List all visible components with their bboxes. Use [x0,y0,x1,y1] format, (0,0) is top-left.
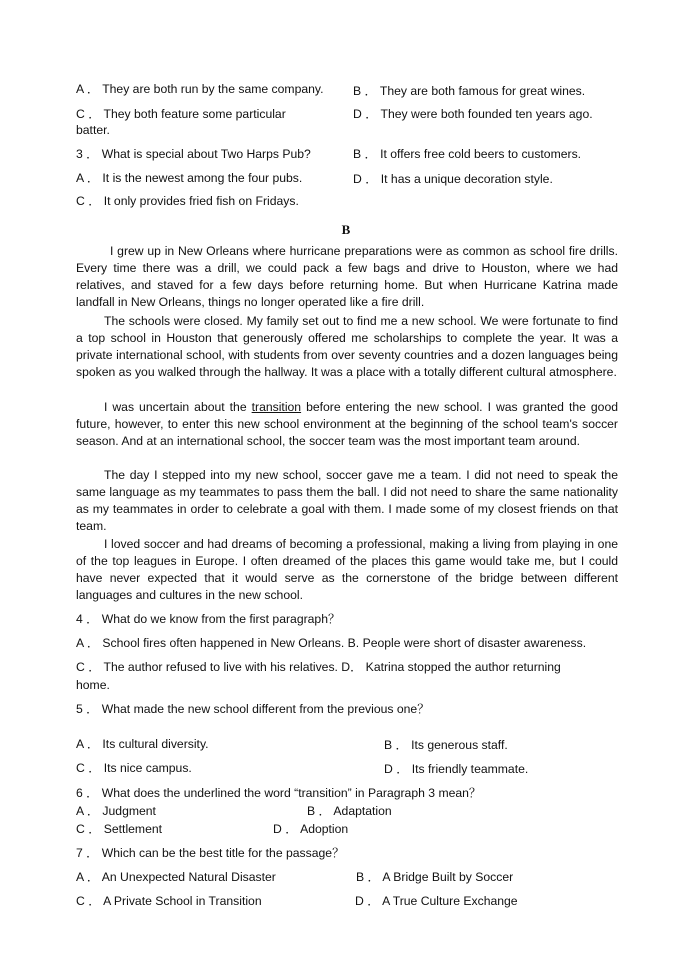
q2-option-c-continued: batter. [76,123,110,137]
q5-question: 5 ． What made the new school different from the previous one？ [76,702,430,716]
q5-option-c: C ． Its nice campus. [76,761,192,775]
paragraph-2-text: The schools were closed. My family set out to find me a new school. We were fortunate to find a top school in Houston that generously offered me scholarships to complete the year. It was a private international school, with students from over seventy countries and a dozen languages being spoken as you walked through the hallway. It was a place with a totally different cultural atmosphere. [76,314,618,380]
q3-option-a: A ． It is the newest among the four pubs. [76,171,303,185]
paragraph-5-text: I loved soccer and had dreams of becoming a professional, making a living from playing in one of the top leagues in Europe. I often dreamed of the places this game would take me, but I could have never expected that it would serve as the cornerstone of the bridge between different languages and cultures in the new school. [76,537,618,603]
passage-paragraph-1 [76,243,618,311]
q6-option-a: A ． Judgment [76,804,156,818]
q6-option-c: C ． Settlement [76,822,163,836]
q3-option-d: D ． It has a unique decoration style. [353,172,553,186]
q2-option-b: B ． They are both famous for great wines. [353,84,586,98]
q7-question: 7 ． Which can be the best title for the passage？ [76,846,345,860]
passage-paragraph-5 [76,536,618,604]
q3-option-b: B ． It offers free cold beers to customers. [353,147,582,161]
q2-option-a: A ． They are both run by the same company. [76,82,324,96]
paragraph-4-text: The day I stepped into my new school, soccer gave me a team. I did not need to speak the same language as my teammates to pass them the ball. I did not need to share the same nationality as my teammates in order to celebrate a goal with them. I made some of my closest friends on that team. [76,468,618,534]
q4-options-ab: A ． School fires often happened in New Orleans. B. People were short of disaster awareness. [76,636,587,650]
paragraph-3-text-after: before entering the new school. I was granted the good future, however, to enter this new school environment at the beginning of the school team's soccer season. And at an international school, the soccer team was the most important team around. [76,400,618,449]
q5-option-a: A ． Its cultural diversity. [76,737,209,751]
q3-question: 3 ． What is special about Two Harps Pub? [76,147,311,161]
q6-option-b: B ． Adaptation [307,804,392,818]
passage-paragraph-3 [76,399,618,450]
q7-option-b: B ． A Bridge Built by Soccer [356,870,514,884]
q6-option-d: D ． Adoption [273,822,349,836]
q3-option-c: C ． It only provides fried fish on Fridays. [76,194,299,208]
q4-question: 4 ． What do we know from the first paragraph？ [76,612,341,626]
passage-paragraph-4 [76,467,618,535]
q4-options-cd-continued: home. [76,678,110,692]
section-b-heading: B [341,222,351,237]
q2-option-d: D ． They were both founded ten years ago. [353,107,593,121]
q4-options-cd: C ． The author refused to live with his relatives. D． Katrina stopped the author returning [76,660,561,674]
q7-option-c: C ． A Private School in Transition [76,894,262,908]
q6-question: 6 ． What does the underlined the word “transition” in Paragraph 3 mean？ [76,786,482,800]
paragraph-3-text-before: I was uncertain about the [104,400,252,414]
q2-option-c: C ． They both feature some particular [76,107,286,121]
underlined-word-transition: transition [251,400,302,414]
q7-option-d: D ． A True Culture Exchange [355,894,518,908]
q5-option-d: D ． Its friendly teammate. [384,762,529,776]
paragraph-1-text: I grew up in New Orleans where hurricane preparations were as common as school fire drills. Every time there was a drill, we could pack a few bags and drive to Houston, where we had relatives, and staved for a few days before returning home. But when Hurricane Katrina made landfall in New Orleans, things no longer operated like a fire drill. [76,244,618,310]
passage-paragraph-2 [76,313,618,381]
q5-option-b: B ． Its generous staff. [384,738,508,752]
q7-option-a: A ． An Unexpected Natural Disaster [76,870,276,884]
